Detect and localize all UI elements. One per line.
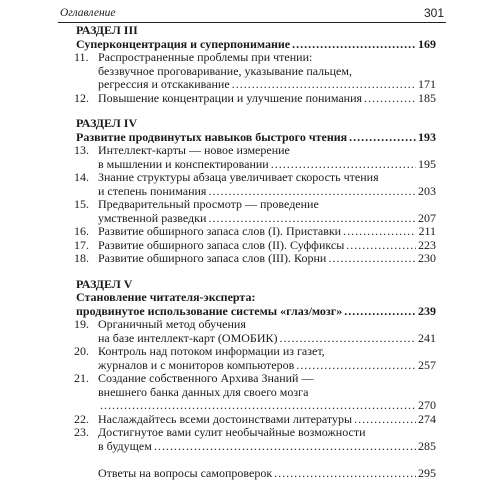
dot-leader [292, 38, 416, 52]
toc-entry [76, 198, 436, 225]
entry-text-line: Достигнутое вами сулит необычайные возможности [98, 425, 366, 439]
entry-number: 21. [74, 371, 89, 385]
entry-line [98, 359, 436, 373]
dot-leader [354, 413, 416, 427]
entry-text: регрессия и отскакивание [98, 77, 230, 91]
toc-entry [76, 252, 436, 266]
section-title-line [76, 131, 436, 145]
entry-number: 22. [74, 411, 89, 426]
dot-leader [154, 440, 416, 454]
entry-text: в будущем [98, 438, 152, 453]
page-number: 301 [423, 6, 444, 20]
dot-leader [271, 158, 416, 172]
dot-leader [343, 225, 416, 239]
toc-entry [76, 51, 436, 92]
entry-number: 20. [74, 344, 89, 358]
entry-page: 285 [418, 438, 436, 453]
dot-leader [344, 305, 416, 319]
dot-leader [280, 332, 417, 346]
entry-line [98, 413, 436, 427]
entry-number: 18. [74, 251, 89, 265]
entry-page: 171 [418, 77, 436, 91]
entry-text: умственной разведки [98, 210, 207, 225]
toc-entry [76, 345, 436, 372]
dot-leader [100, 399, 416, 413]
entry-text: Повышение концентрации и улучшение понимания [98, 90, 363, 105]
section-heading: РАЗДЕЛ V [76, 276, 133, 291]
entry-number: 19. [74, 317, 89, 331]
entry-text: и степень понимания [98, 183, 207, 198]
entry-number: 11. [74, 50, 89, 64]
toc-entry [76, 372, 436, 413]
section-title-page: 169 [418, 36, 436, 51]
toc-entry [76, 426, 436, 453]
entry-number: 17. [74, 237, 89, 252]
section-title-line [76, 305, 436, 319]
toc-section [76, 278, 436, 454]
dot-leader [296, 359, 416, 373]
entry-line [98, 332, 436, 346]
entry-page: 223 [418, 237, 436, 252]
table-of-contents [76, 24, 436, 481]
entry-text: журналов и с мониторов компьютеров [98, 357, 295, 372]
dot-leader [328, 252, 416, 266]
entry-number: 12. [74, 90, 89, 105]
toc-entry [76, 239, 436, 253]
entry-page: 230 [418, 251, 436, 265]
entry-text: в мышлении и конспектировании [98, 156, 269, 171]
toc-entry [76, 144, 436, 171]
section-title-line: Становление читателя-эксперта: [76, 290, 256, 304]
entry-text-line: Предварительный просмотр — проведение [98, 197, 319, 211]
dot-leader [208, 212, 416, 226]
entry-text-line: Интеллект-карты — новое измерение [98, 143, 290, 157]
section-title-text: продвинутое использование системы «глаз/мозг» [76, 303, 343, 318]
entry-text-line: внешнего банка данных для своего мозга [98, 384, 309, 399]
toc-entry [76, 413, 436, 427]
section-title-line [76, 38, 436, 52]
toc-entry [76, 318, 436, 345]
entry-page: 195 [418, 156, 436, 171]
entry-line [98, 158, 436, 172]
answers-line [98, 467, 436, 481]
entry-text: Наслаждайтесь всеми достоинствами литературы [98, 411, 353, 426]
entry-text-line: Создание собственного Архива Знаний — [98, 371, 314, 385]
dot-leader [346, 239, 416, 253]
dot-leader [349, 131, 416, 145]
entry-page: 185 [418, 90, 436, 105]
entry-number: 15. [74, 197, 89, 211]
answers-page: 295 [418, 466, 436, 480]
entry-text-line: Органичный метод обучения [98, 317, 246, 331]
entry-text: Развитие обширного запаса слов (I). Приставки [98, 224, 342, 238]
toc-section [76, 117, 436, 266]
dot-leader [274, 467, 416, 481]
entry-line [98, 239, 436, 253]
toc-entry [76, 225, 436, 239]
section-heading: РАЗДЕЛ III [76, 23, 138, 37]
entry-line [98, 252, 436, 266]
entry-line [98, 440, 436, 454]
entry-number: 23. [74, 425, 89, 439]
entry-line [98, 212, 436, 226]
dot-leader [208, 185, 416, 199]
section-spacer [76, 266, 436, 278]
section-heading: РАЗДЕЛ IV [76, 116, 138, 130]
entry-page: 274 [418, 411, 436, 426]
section-title-page: 193 [418, 129, 436, 144]
answers-entry [76, 467, 436, 481]
entry-text-line: Контроль над потоком информации из газет, [98, 344, 325, 358]
entry-line [98, 92, 436, 106]
running-title: Оглавление [60, 7, 116, 19]
entry-page: 207 [418, 210, 436, 225]
entry-text: Развитие обширного запаса слов (II). Суффиксы [98, 237, 345, 252]
entry-text: Развитие обширного запаса слов (III). Корни [98, 251, 327, 265]
toc-section [76, 24, 436, 105]
section-title-page: 239 [418, 303, 436, 318]
answers-text: Ответы на вопросы самопроверок [98, 466, 273, 480]
entry-page: 203 [418, 183, 436, 198]
entry-number: 16. [74, 224, 89, 238]
entry-line [98, 185, 436, 199]
toc-entry [76, 171, 436, 198]
entry-page: 211 [418, 224, 436, 238]
entry-text-line: Знание структуры абзаца увеличивает скорость чтения [98, 170, 379, 184]
entry-line [98, 78, 436, 92]
dot-leader [364, 92, 416, 106]
entry-text: на базе интеллект-карт (ОМОБИК) [98, 330, 278, 345]
entry-page: 270 [418, 398, 436, 412]
dot-leader [232, 78, 416, 92]
toc-entry [76, 92, 436, 106]
entry-text-line: беззвучное проговаривание, указывание пальцем, [98, 63, 352, 78]
entry-line [98, 399, 436, 413]
running-header [58, 6, 446, 23]
entry-number: 13. [74, 143, 89, 157]
entry-page: 241 [418, 330, 436, 345]
entry-page: 257 [418, 357, 436, 372]
entry-number: 14. [74, 170, 89, 184]
section-title-text: Развитие продвинутых навыков быстрого чтения [76, 129, 348, 144]
entry-line [98, 225, 436, 239]
section-title-text: Суперконцентрация и суперпонимание [76, 36, 291, 51]
entry-text-line: Распространенные проблемы при чтении: [98, 50, 313, 64]
